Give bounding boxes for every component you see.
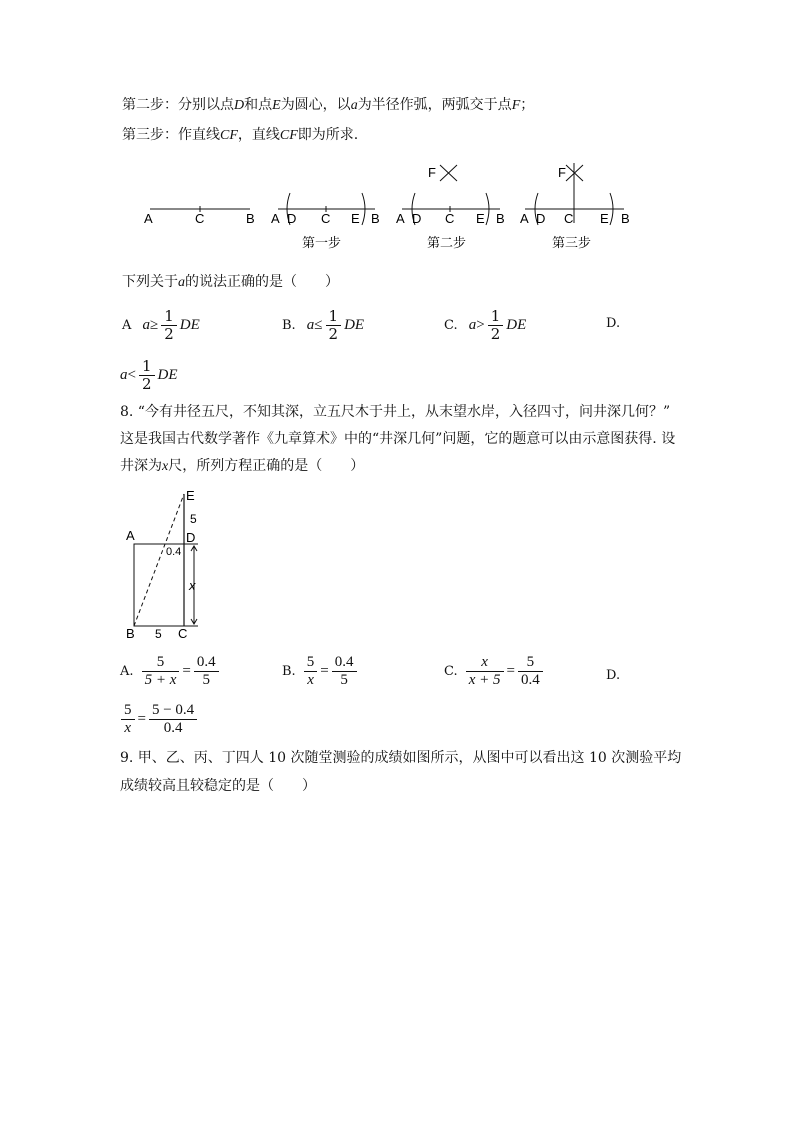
step2-text-5: ； — [520, 97, 535, 113]
p3-label-c: C — [445, 211, 455, 226]
q7-option-c-lhs: a — [468, 317, 477, 333]
p2-label-c: C — [321, 211, 331, 226]
q7-option-c-rhs: DE — [506, 317, 527, 333]
step2-point-d: D — [234, 98, 245, 113]
q9-line-2: 成绩较高且较稳定的是（ ） — [120, 778, 316, 794]
q8-option-b-rnum: 0.4 — [332, 654, 357, 672]
well-len-x: x — [189, 578, 196, 593]
step2-point-e: E — [272, 98, 281, 113]
q7-stem — [122, 272, 339, 293]
step2-text-1: 第二步：分别以点 — [122, 97, 234, 113]
q7-option-d-lhs: a — [120, 367, 128, 383]
sight-line-be — [134, 494, 184, 626]
step2-line — [122, 95, 534, 116]
q8-line-1: 8. “今有井径五尺，不知其深，立五尺木于井上，从末望水岸，入径四寸，问井深几何？” — [120, 404, 671, 420]
p1-label-a: A — [144, 211, 153, 226]
well-len-d: 0.4 — [166, 546, 182, 558]
p2-label-e: E — [351, 211, 360, 226]
q8-line-3-post: 尺，所列方程正确的是（ ） — [168, 458, 365, 474]
q9-line-1: 9. 甲、乙、丙、丁四人 10 次随堂测验的成绩如图所示，从图中可以看出这 10 次测验平均 — [120, 750, 682, 766]
q7-option-b[interactable] — [282, 308, 364, 343]
well-figure — [118, 488, 228, 643]
p2-label-a: A — [271, 211, 280, 226]
q7-option-a-key: A — [122, 318, 132, 333]
q8-option-b-left — [304, 654, 318, 689]
q8-option-c-right — [518, 654, 543, 689]
step3-line-cf-1: CF — [220, 128, 238, 143]
p3-arcs-f — [440, 165, 457, 181]
q7-option-d-key: D. — [606, 316, 621, 331]
panel-step-3 — [396, 165, 505, 226]
q8-option-b-right — [332, 654, 357, 689]
q7-option-a-lhs: a — [142, 317, 150, 333]
q7-option-a[interactable] — [122, 308, 200, 343]
q7-option-a-op: ≥ — [149, 317, 159, 333]
q7-option-c[interactable] — [444, 308, 526, 343]
p2-label-b: B — [371, 211, 380, 226]
q8-line-3-pre: 井深为 — [120, 458, 162, 474]
q8-option-c-lden: x + 5 — [468, 672, 501, 688]
step2-point-f: F — [511, 98, 521, 113]
p4-label-f: F — [558, 165, 566, 180]
q7-stem-pre: 下列关于 — [122, 274, 178, 290]
q8-option-a-rnum: 0.4 — [194, 654, 219, 672]
q8-option-b-rden: 5 — [340, 672, 348, 688]
step3-text-3: 即为所求. — [297, 127, 359, 143]
q8-option-a-lden: 5 + x — [144, 672, 177, 688]
q8-option-d-left — [121, 702, 135, 737]
q8-option-a-lnum: 5 — [142, 654, 180, 672]
panel-step-4 — [520, 163, 630, 226]
panel-step-1 — [144, 206, 255, 226]
q7-option-b-rhs: DE — [344, 317, 365, 333]
p3-label-a: A — [396, 211, 405, 226]
q8-option-d-rden: 0.4 — [163, 720, 183, 736]
q7-stem-post: 的说法正确的是（ ） — [185, 274, 339, 290]
p4-label-b: B — [621, 211, 630, 226]
q8-option-a-key: A. — [120, 664, 134, 679]
q8-option-d-lden: x — [124, 720, 132, 736]
p4-label-c: C — [564, 211, 574, 226]
q7-option-d-num: 1 — [139, 358, 155, 376]
p3-label-e: E — [476, 211, 485, 226]
construction-figure — [140, 155, 640, 255]
step3-line-cf-2: CF — [279, 128, 298, 143]
q8-option-d-rnum: 5 − 0.4 — [149, 702, 197, 720]
well-len-ed: 5 — [190, 512, 197, 526]
q8-option-d-lnum: 5 — [121, 702, 135, 720]
q8-line-3-var: x — [162, 459, 169, 474]
step2-var-a: a — [350, 98, 358, 113]
well-label-b: B — [126, 626, 135, 641]
p2-label-d: D — [287, 211, 297, 226]
q8-option-c-rnum: 5 — [518, 654, 543, 672]
q8-option-d[interactable]: $\frac{5}{x}$ = $\frac{5 - 0.4}{0.4}$ — [118, 702, 200, 737]
p1-label-c: C — [195, 211, 205, 226]
q7-option-c-num: 1 — [488, 308, 504, 326]
q7-option-d-frac — [139, 358, 155, 393]
q8-option-d-key: D. — [606, 668, 621, 683]
q7-option-b-op: ≤ — [314, 317, 323, 333]
step3-text-1: 第三步：作直线 — [122, 127, 220, 143]
q7-option-c-den: 2 — [490, 325, 501, 343]
q7-option-c-key: C. — [444, 318, 458, 333]
q7-option-d-rhs: DE — [157, 367, 178, 383]
caption-step-1: 第一步 — [302, 235, 342, 250]
q7-option-d-op: < — [127, 367, 136, 383]
q7-option-d-key-wrap[interactable] — [606, 312, 620, 331]
q8-option-b-key: B. — [282, 664, 296, 679]
step3-text-2: ，直线 — [237, 127, 280, 143]
caption-step-2: 第二步 — [427, 235, 467, 250]
q8-option-a-left — [142, 654, 180, 689]
q7-option-c-op: > — [476, 317, 485, 333]
step2-text-2: 和点 — [244, 97, 273, 113]
q7-option-a-rhs: DE — [179, 317, 200, 333]
q8-option-a[interactable]: A. $\frac{5}{5 + x}$ = $\frac{0.4}{5}$ — [120, 654, 222, 689]
q8-option-d-key-wrap[interactable] — [606, 664, 620, 683]
well-label-e: E — [186, 488, 195, 503]
q7-option-b-den: 2 — [328, 325, 339, 343]
well-len-bc: 5 — [155, 627, 162, 641]
q8-option-c-key: C. — [444, 664, 458, 679]
q8-option-a-rden: 5 — [202, 672, 210, 688]
q8-option-c[interactable]: C. $\frac{x}{x + 5}$ = $\frac{5}{0.4}$ — [444, 654, 546, 689]
q7-stem-var: a — [178, 275, 185, 290]
p3-label-d: D — [412, 211, 422, 226]
caption-step-3: 第三步 — [552, 235, 592, 250]
q7-option-d-den: 2 — [141, 375, 152, 393]
q8-option-d-right — [149, 702, 197, 737]
p4-label-e: E — [600, 211, 609, 226]
q8-option-a-right — [194, 654, 219, 689]
q8-option-b[interactable]: B. $\frac{5}{x}$ = $\frac{0.4}{5}$ — [282, 654, 360, 689]
q7-option-d[interactable] — [120, 358, 178, 393]
p1-label-b: B — [246, 211, 255, 226]
q7-option-b-num: 1 — [326, 308, 342, 326]
q8-line-2: 这是我国古代数学著作《九章算术》中的“井深几何”问题，它的题意可以由示意图获得. 设 — [120, 431, 676, 447]
q7-option-b-frac — [326, 308, 342, 343]
q8-option-c-left — [466, 654, 504, 689]
q8-option-c-rden: 0.4 — [520, 672, 540, 688]
p3-label-b: B — [496, 211, 505, 226]
panel-step-2 — [271, 193, 380, 226]
q7-option-a-frac — [161, 308, 177, 343]
q7-option-a-num: 1 — [161, 308, 177, 326]
q8-line-3 — [120, 456, 364, 477]
q7-option-c-frac — [488, 308, 504, 343]
q7-option-b-lhs: a — [306, 317, 315, 333]
step2-text-4: 为半径作弧，两弧交于点 — [357, 97, 512, 113]
q8-option-c-lnum: x — [466, 654, 504, 672]
q7-option-b-key: B. — [282, 318, 296, 333]
p3-label-f: F — [428, 165, 436, 180]
well-label-c: C — [178, 626, 188, 641]
step2-text-3: 为圆心，以 — [280, 97, 351, 113]
well-label-a: A — [126, 528, 135, 543]
well-label-d: D — [186, 530, 196, 545]
p4-label-d: D — [536, 211, 546, 226]
step3-line — [122, 125, 358, 146]
q8-option-b-lnum: 5 — [304, 654, 318, 672]
q7-option-a-den: 2 — [164, 325, 174, 343]
p4-label-a: A — [520, 211, 529, 226]
q8-option-b-lden: x — [307, 672, 314, 688]
